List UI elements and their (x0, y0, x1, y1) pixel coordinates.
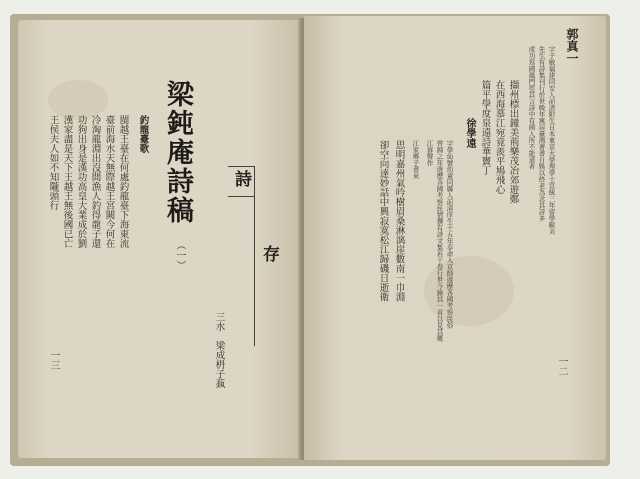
poem-line: 思明嘉州氣吟樹眉桑淋漓崖數南一巾淵 (393, 140, 405, 302)
poem-line: 漢家盡是天下王越王無後國已亡 (61, 115, 73, 248)
paper-stain (48, 80, 108, 120)
bio-line: 江蓉聲作 (425, 140, 434, 166)
note-line: 江家鄉子書來 (411, 140, 420, 179)
left-page (18, 20, 302, 458)
poem-line: 擷州標出鐘美荊樂茂冶郊遊鄭 (507, 80, 519, 204)
poem-line: 功狗出身是漢功高皇大業成於劉 (75, 115, 87, 248)
bio-line: 字子敏福建同安人前清附生日本東京大學理學士宣統三年留學歐美 (547, 46, 556, 235)
poem-line: 篇平學度泉遠詩華竇丁 (479, 80, 491, 175)
poet-heading: 郭真一 (565, 28, 579, 64)
author-line: 三水 梁成枬子蓺 (213, 312, 225, 388)
poem-line: 冷淘龍淵出沒間漁人釣得龍子還 (89, 115, 101, 248)
bio-line: 先生有詩集刊行於世晚年寓居臺灣著書自娛以終老為念其詩多 (537, 46, 546, 222)
page-number: 一二 (556, 356, 567, 376)
divider (254, 166, 255, 346)
volume-mark: （一） (174, 240, 185, 270)
section-mark: 存 (259, 245, 279, 262)
poem-line: 在西海慕江宛竟羨平鳩飛心 (493, 80, 505, 194)
poem-line: 王侯夫人如不知隴頭行 (47, 115, 59, 210)
divider (228, 196, 254, 197)
bio-line: 成功寫國風門徑其言詩中有國人所不能道者 (527, 46, 536, 170)
collection-title: 梁鈍庵詩稿 (162, 80, 193, 225)
poet-heading: 徐學遠 (464, 118, 475, 148)
right-page (304, 16, 606, 460)
section-mark: 詩 (231, 170, 251, 187)
poem-title: 釣龍臺歌 (137, 115, 149, 153)
poem-line: 閩越王臺在何處釣龍臺下海東流 (117, 115, 129, 248)
poem-line: 臺前海水天無際越王宮闕今何在 (103, 115, 115, 248)
poem-line: 卻空向達妙話中興寂寞松江歸磯日逝衛 (377, 140, 389, 302)
divider (228, 166, 254, 167)
bio-line: 字學仙號幼童同縣人前清庠生十五年奉命入京師遊歷各國考察民俗 (445, 140, 454, 329)
bio-line: 曾歸之年遊歷各國考察民情撰有詩文集若干卷行世今錄其一首以見其概 (435, 140, 444, 342)
page-number: 一三 (48, 350, 59, 370)
